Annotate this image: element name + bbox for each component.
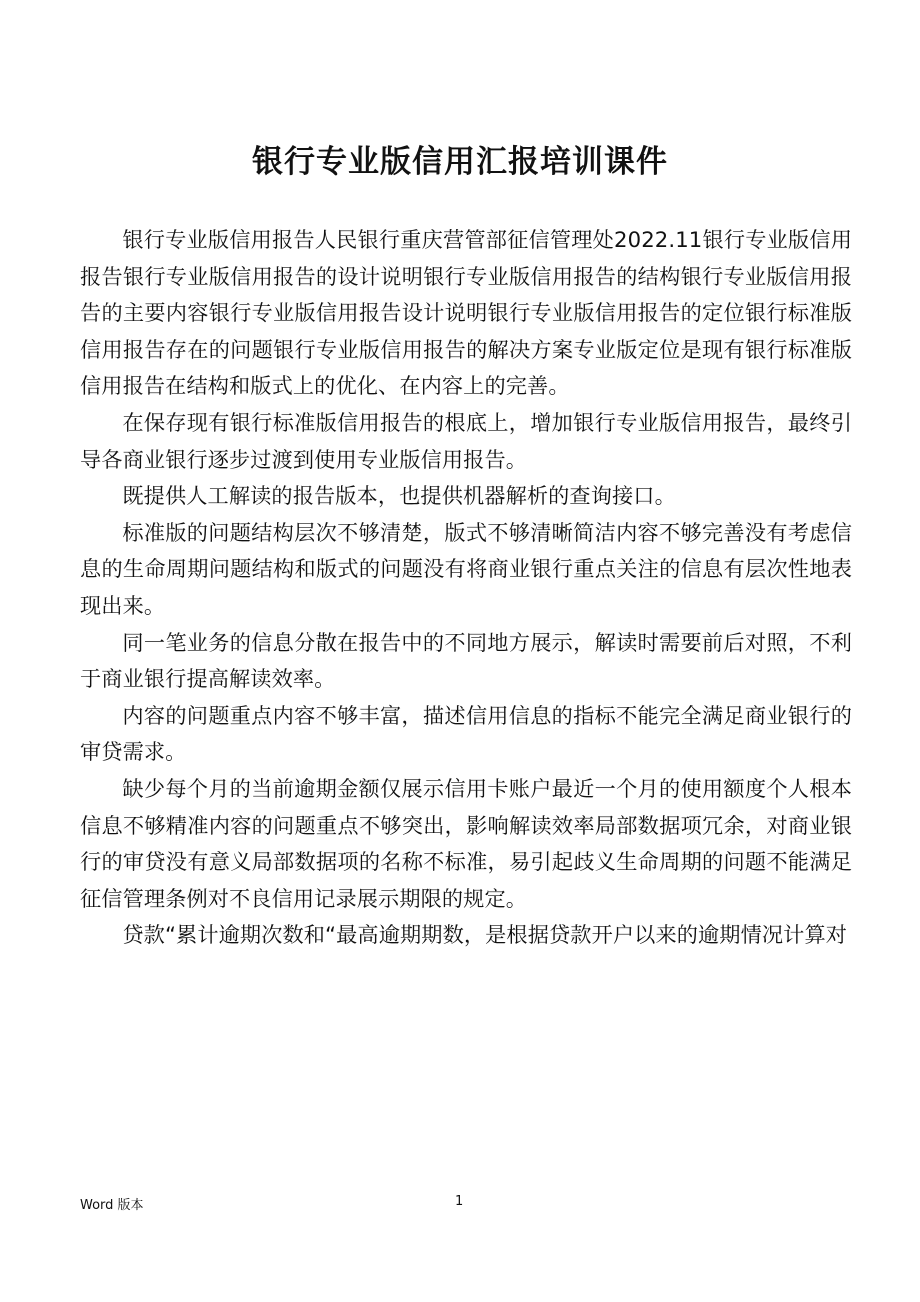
paragraph: 内容的问题重点内容不够丰富，描述信用信息的指标不能完全满足商业银行的审贷需求。 — [80, 702, 852, 765]
paragraph: 在保存现有银行标准版信用报告的根底上，增加银行专业版信用报告，最终引导各商业银行逐步过渡到使用专业版信用报告。 — [80, 409, 852, 472]
paragraph: 缺少每个月的当前逾期金额仅展示信用卡账户最近一个月的使用额度个人根本信息不够精准内容的问题重点不够突出，影响解读效率局部数据项冗余，对商业银行的审贷没有意义局部数据项的名称不标准，易引起歧义生命周期的问题不能满足征信管理条例对不良信用记录展示期限的规定。 — [80, 775, 852, 911]
document-title: 银行专业版信用汇报培训课件 — [252, 144, 668, 180]
paragraph: 标准版的问题结构层次不够清楚，版式不够清晰简洁内容不够完善没有考虑信息的生命周期问题结构和版式的问题没有将商业银行重点关注的信息有层次性地表现出来。 — [80, 519, 852, 618]
paragraph: 同一笔业务的信息分散在报告中的不同地方展示，解读时需要前后对照，不利于商业银行提高解读效率。 — [80, 629, 852, 692]
paragraph: 贷款“累计逾期次数和“最高逾期期数，是根据贷款开户以来的逾期情况计算对 — [122, 922, 848, 948]
paragraph: 既提供人工解读的报告版本，也提供机器解析的查询接口。 — [122, 483, 676, 509]
footer-label: Word 版本 — [80, 1198, 144, 1213]
document-body — [80, 222, 852, 954]
page-number: 1 — [455, 1194, 464, 1209]
paragraph: 银行专业版信用报告人民银行重庆营管部征信管理处2022.11银行专业版信用报告银行专业版信用报告的设计说明银行专业版信用报告的结构银行专业版信用报告的主要内容银行专业版信用报告设计说明银行专业版信用报告的定位银行标准版信用报告存在的问题银行专业版信用报告的解决方案专业版定位是现有银行标准版信用报告在结构和版式上的优化、在内容上的完善。 — [80, 227, 852, 399]
